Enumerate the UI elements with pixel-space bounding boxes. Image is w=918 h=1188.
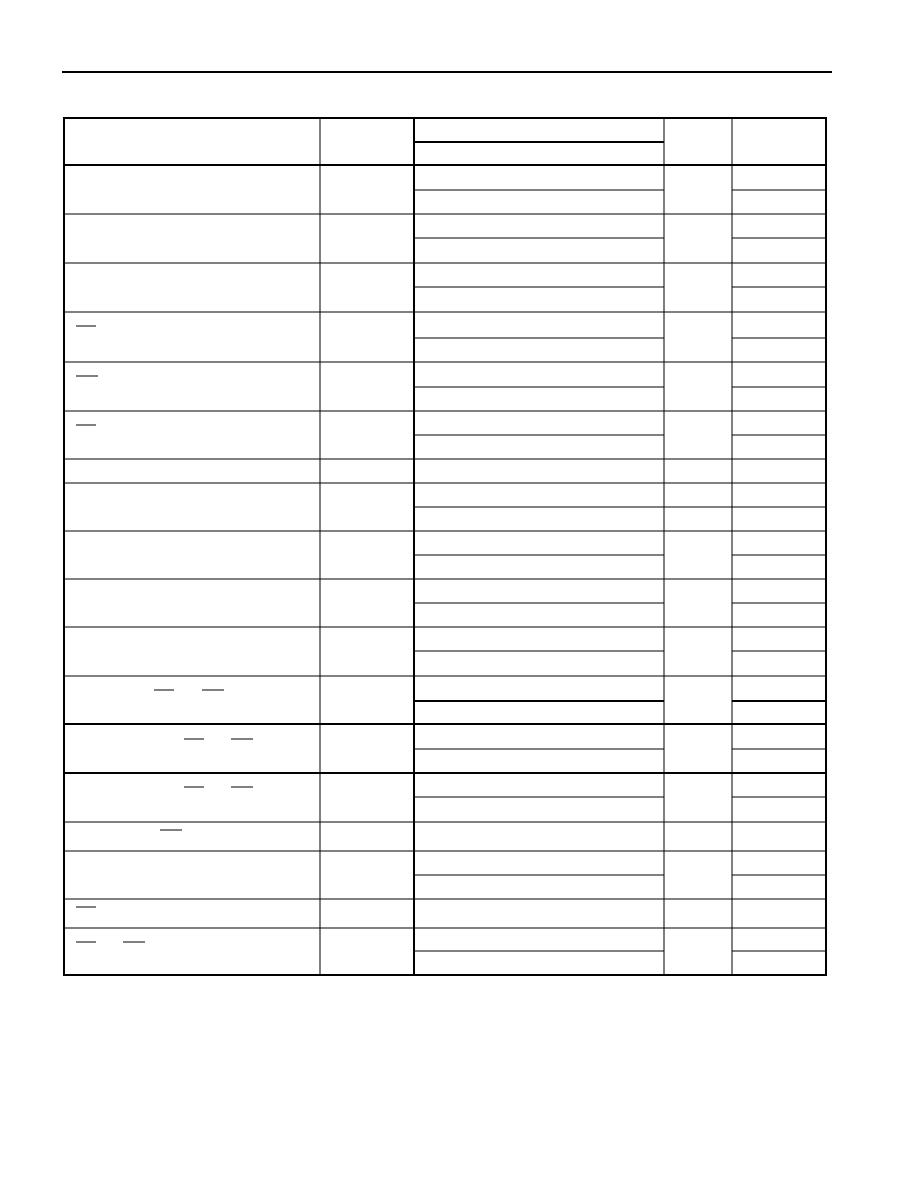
- table-border: [64, 118, 826, 975]
- sub-row-lines: [414, 190, 826, 951]
- overbar-marks: [76, 326, 253, 942]
